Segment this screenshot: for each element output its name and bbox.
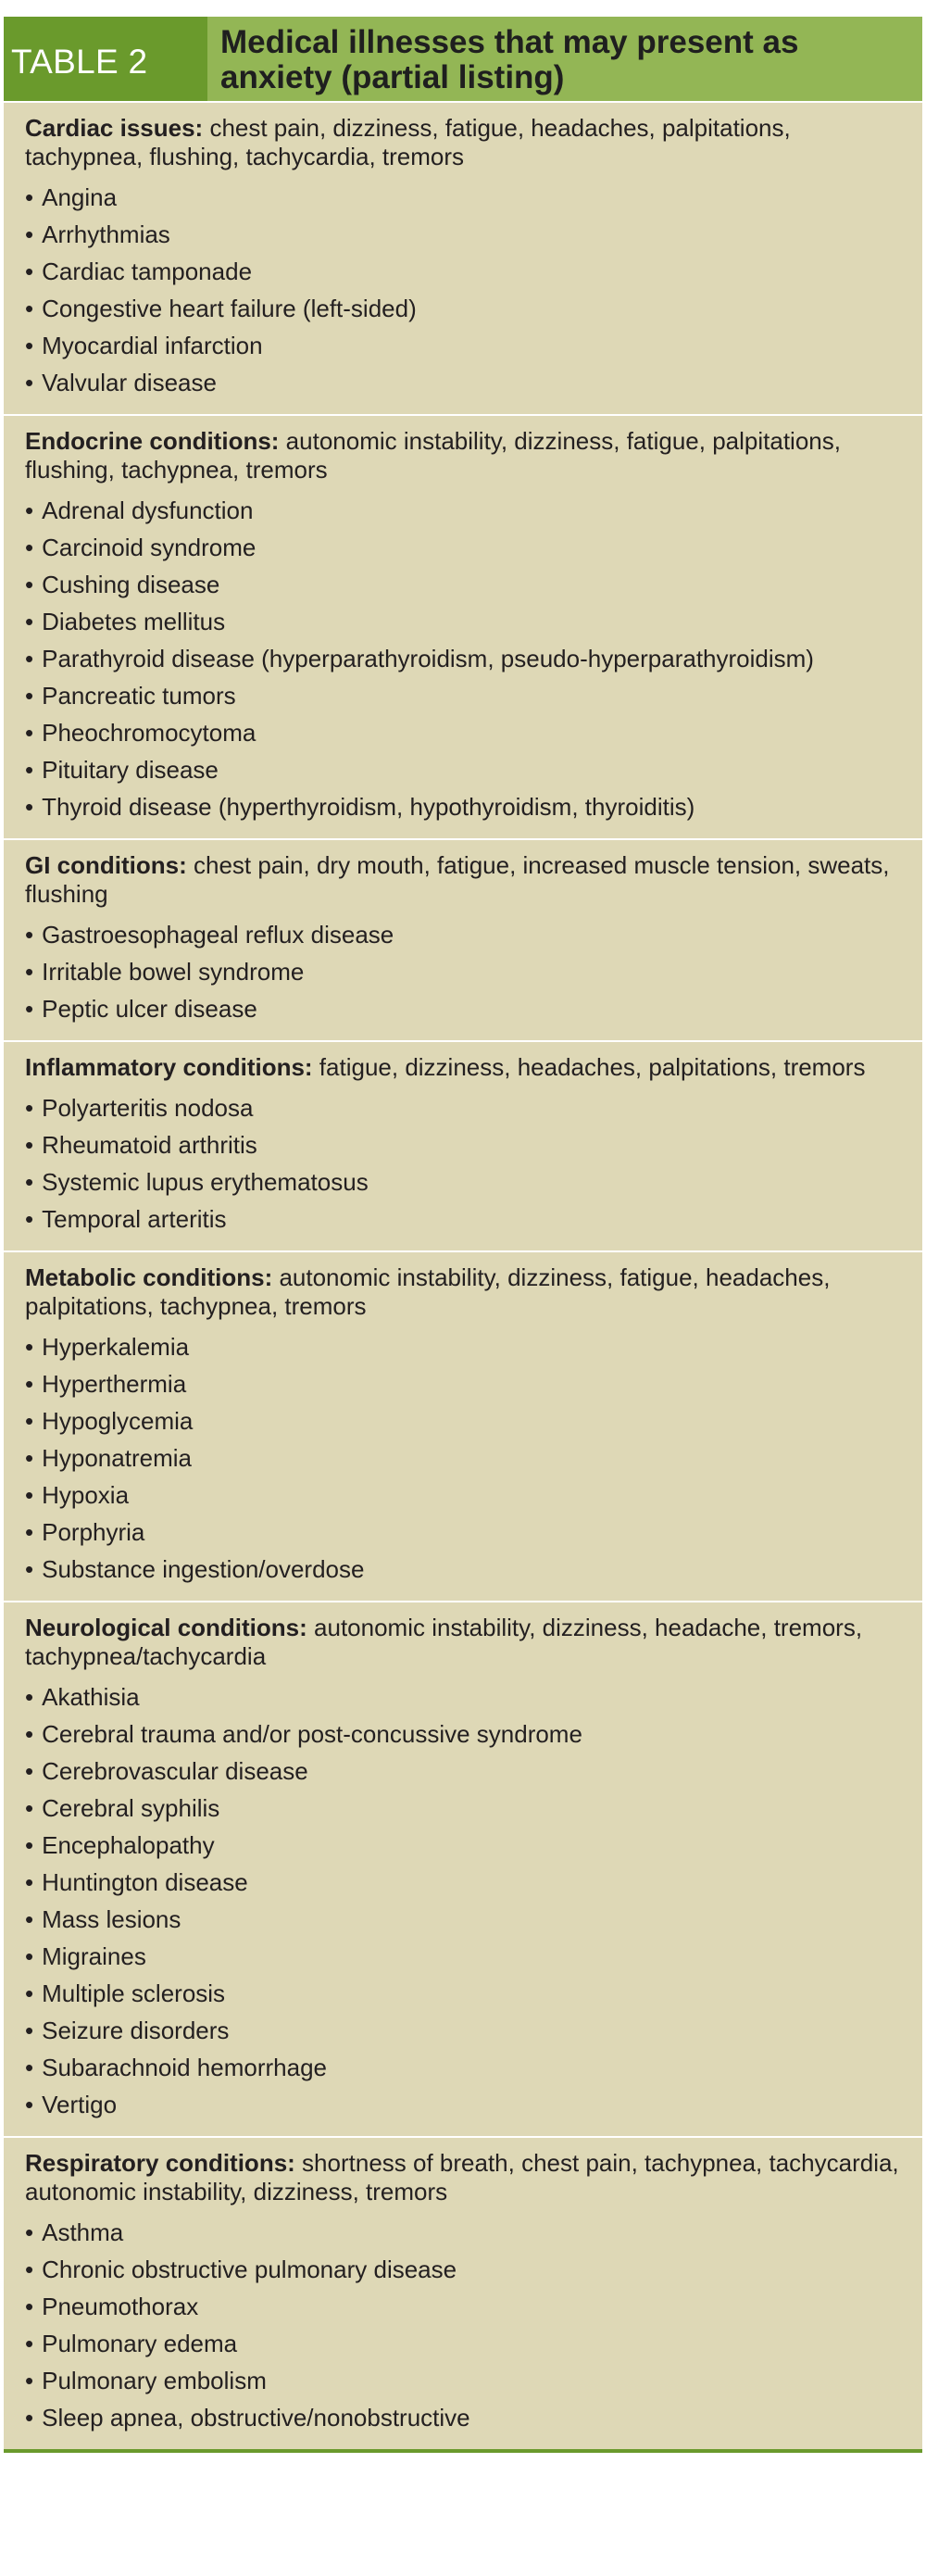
condition-section bbox=[4, 1042, 922, 1252]
illness-list bbox=[25, 179, 904, 401]
list-item: • Cerebral trauma and/or post-concussive syndrome bbox=[25, 1715, 904, 1753]
list-item: • Hyperthermia bbox=[25, 1365, 904, 1402]
list-item: • Porphyria bbox=[25, 1514, 904, 1551]
list-item: • Hypoglycemia bbox=[25, 1402, 904, 1439]
section-heading bbox=[25, 114, 904, 171]
symptom-list: fatigue, dizziness, headaches, palpitations, tremors bbox=[312, 1053, 866, 1081]
section-heading bbox=[25, 2149, 904, 2206]
list-item: • Hyponatremia bbox=[25, 1439, 904, 1476]
bottom-divider bbox=[4, 2449, 922, 2453]
list-item: • Peptic ulcer disease bbox=[25, 990, 904, 1027]
list-item: • Migraines bbox=[25, 1938, 904, 1975]
list-item: • Diabetes mellitus bbox=[25, 603, 904, 640]
list-item: • Polyarteritis nodosa bbox=[25, 1089, 904, 1126]
table-body bbox=[4, 103, 922, 2449]
list-item: • Cerebral syphilis bbox=[25, 1790, 904, 1827]
illness-list bbox=[25, 1089, 904, 1238]
section-heading bbox=[25, 1053, 904, 1082]
list-item: • Congestive heart failure (left-sided) bbox=[25, 290, 904, 327]
table-number-label: TABLE 2 bbox=[4, 17, 207, 101]
illness-list bbox=[25, 916, 904, 1027]
condition-section bbox=[4, 2138, 922, 2449]
condition-section bbox=[4, 840, 922, 1042]
symptom-list: autonomic instability, dizziness, fatigue, headaches, palpitations, tachypnea, tremors bbox=[25, 1263, 831, 1320]
list-item: • Vertigo bbox=[25, 2086, 904, 2123]
symptom-list: shortness of breath, chest pain, tachypnea, tachycardia, autonomic instability, dizziness, tremors bbox=[25, 2149, 899, 2205]
medical-illness-table bbox=[4, 17, 922, 2453]
illness-list bbox=[25, 492, 904, 825]
symptom-list: chest pain, dry mouth, fatigue, increased muscle tension, sweats, flushing bbox=[25, 851, 890, 908]
list-item: • Encephalopathy bbox=[25, 1827, 904, 1864]
list-item: • Carcinoid syndrome bbox=[25, 529, 904, 566]
list-item: • Subarachnoid hemorrhage bbox=[25, 2049, 904, 2086]
list-item: • Pulmonary edema bbox=[25, 2325, 904, 2362]
list-item: • Mass lesions bbox=[25, 1901, 904, 1938]
category-name: Cardiac issues: bbox=[25, 114, 204, 142]
section-heading bbox=[25, 851, 904, 909]
section-heading bbox=[25, 1614, 904, 1671]
category-name: Respiratory conditions: bbox=[25, 2149, 295, 2177]
section-heading bbox=[25, 1263, 904, 1321]
list-item: • Seizure disorders bbox=[25, 2012, 904, 2049]
symptom-list: chest pain, dizziness, fatigue, headaches, palpitations, tachypnea, flushing, tachycardia, tremors bbox=[25, 114, 791, 170]
condition-section bbox=[4, 103, 922, 416]
list-item: • Hyperkalemia bbox=[25, 1328, 904, 1365]
condition-section bbox=[4, 1602, 922, 2138]
list-item: • Parathyroid disease (hyperparathyroidism, pseudo-hyperparathyroidism) bbox=[25, 640, 904, 677]
list-item: • Thyroid disease (hyperthyroidism, hypothyroidism, thyroiditis) bbox=[25, 788, 904, 825]
category-name: Inflammatory conditions: bbox=[25, 1053, 313, 1081]
list-item: • Cushing disease bbox=[25, 566, 904, 603]
list-item: • Huntington disease bbox=[25, 1864, 904, 1901]
list-item: • Valvular disease bbox=[25, 364, 904, 401]
list-item: • Pulmonary embolism bbox=[25, 2362, 904, 2399]
list-item: • Multiple sclerosis bbox=[25, 1975, 904, 2012]
table-title: Medical illnesses that may present as anxiety (partial listing) bbox=[207, 17, 922, 101]
category-name: GI conditions: bbox=[25, 851, 187, 879]
list-item: • Irritable bowel syndrome bbox=[25, 953, 904, 990]
category-name: Neurological conditions: bbox=[25, 1614, 307, 1641]
illness-list bbox=[25, 1328, 904, 1588]
list-item: • Cerebrovascular disease bbox=[25, 1753, 904, 1790]
list-item: • Pheochromocytoma bbox=[25, 714, 904, 751]
list-item: • Sleep apnea, obstructive/nonobstructive bbox=[25, 2399, 904, 2436]
list-item: • Substance ingestion/overdose bbox=[25, 1551, 904, 1588]
list-item: • Asthma bbox=[25, 2214, 904, 2251]
list-item: • Pancreatic tumors bbox=[25, 677, 904, 714]
list-item: • Pituitary disease bbox=[25, 751, 904, 788]
list-item: • Cardiac tamponade bbox=[25, 253, 904, 290]
list-item: • Pneumothorax bbox=[25, 2288, 904, 2325]
category-name: Metabolic conditions: bbox=[25, 1263, 273, 1291]
list-item: • Hypoxia bbox=[25, 1476, 904, 1514]
illness-list bbox=[25, 2214, 904, 2436]
list-item: • Angina bbox=[25, 179, 904, 216]
symptom-list: autonomic instability, dizziness, fatigue, palpitations, flushing, tachypnea, tremors bbox=[25, 427, 841, 484]
section-heading bbox=[25, 427, 904, 484]
list-item: • Gastroesophageal reflux disease bbox=[25, 916, 904, 953]
condition-section bbox=[4, 416, 922, 840]
condition-section bbox=[4, 1252, 922, 1602]
list-item: • Arrhythmias bbox=[25, 216, 904, 253]
list-item: • Myocardial infarction bbox=[25, 327, 904, 364]
symptom-list: autonomic instability, dizziness, headache, tremors, tachypnea/tachycardia bbox=[25, 1614, 863, 1670]
list-item: • Systemic lupus erythematosus bbox=[25, 1163, 904, 1200]
category-name: Endocrine conditions: bbox=[25, 427, 280, 455]
list-item: • Adrenal dysfunction bbox=[25, 492, 904, 529]
table-header bbox=[4, 17, 922, 103]
list-item: • Akathisia bbox=[25, 1678, 904, 1715]
list-item: • Temporal arteritis bbox=[25, 1200, 904, 1238]
list-item: • Rheumatoid arthritis bbox=[25, 1126, 904, 1163]
list-item: • Chronic obstructive pulmonary disease bbox=[25, 2251, 904, 2288]
illness-list bbox=[25, 1678, 904, 2123]
